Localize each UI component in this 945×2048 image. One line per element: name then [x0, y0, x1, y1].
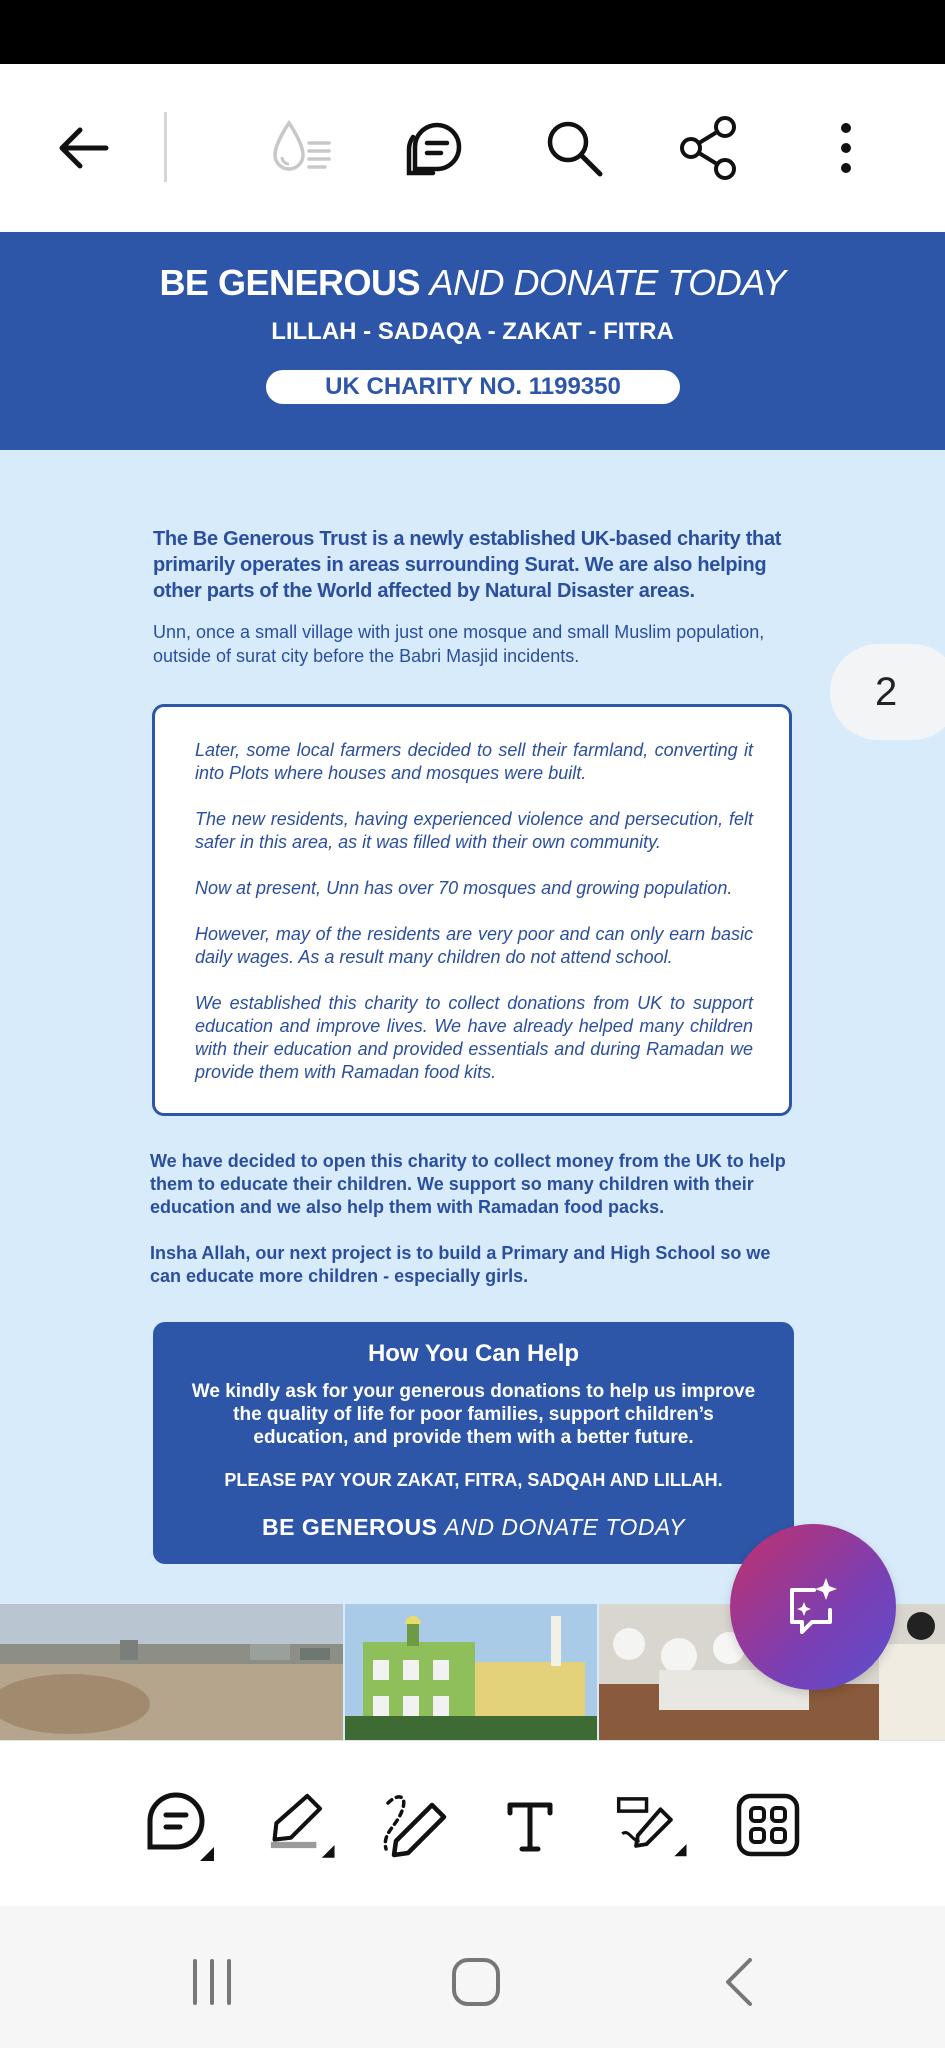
- help-text: We kindly ask for your generous donations to help us improve the quality of life for poor families, support children’s education, and provide them with a better future.: [191, 1381, 756, 1448]
- ai-chat-sparkle-icon: [778, 1572, 848, 1642]
- back-icon[interactable]: [700, 1942, 780, 2022]
- ai-assistant-button[interactable]: [730, 1524, 896, 1690]
- intro-text: Unn, once a small village with just one mosque and small Muslim population, outside of surat city before the Babri Masjid incidents.: [153, 622, 765, 666]
- all-tools-grid-icon[interactable]: [728, 1785, 808, 1865]
- help-title: How You Can Help: [367, 1340, 580, 1367]
- toolbar-divider: [164, 112, 167, 182]
- more-options-icon[interactable]: [806, 108, 886, 188]
- system-navigation-bar: [0, 1906, 945, 2048]
- intro-bold-text: The Be Generous Trust is a newly established UK-based charity that primarily operates in areas surrounding Surat. We are also helping other parts of the World affected by Natural Disaster areas.: [153, 528, 782, 602]
- header-title: BE GENEROUS AND DONATE TODAY: [159, 262, 786, 303]
- mosque-building-photo: [345, 1604, 597, 1740]
- help-slogan: BE GENEROUS AND DONATE TODAY: [262, 1514, 685, 1540]
- back-arrow-icon[interactable]: [42, 108, 122, 188]
- body-paragraph: We have decided to open this charity to collect money from the UK to help them to educate their children. We support so many children with their education and we also help them with Ramadan food packs.: [150, 1151, 786, 1217]
- sign-tool-icon[interactable]: [610, 1785, 690, 1865]
- header-band: [0, 232, 945, 450]
- village-land-photo: [0, 1604, 343, 1740]
- story-paragraph: Later, some local farmers decided to sell their farmland, converting it into Plots where houses and mosques were built.: [195, 740, 753, 783]
- page-number-indicator[interactable]: 2: [830, 644, 945, 740]
- story-paragraph: The new residents, having experienced violence and persecution, felt safer in this area, as it was filled with their own community.: [195, 809, 753, 852]
- reading-mode-icon[interactable]: [262, 108, 342, 188]
- story-box: [152, 704, 792, 1116]
- share-icon[interactable]: [670, 108, 750, 188]
- header-subtitle: LILLAH - SADAQA - ZAKAT - FITRA: [271, 318, 674, 345]
- top-toolbar: [0, 64, 945, 232]
- bottom-toolbar: [0, 1740, 945, 1906]
- charity-number-badge: UK CHARITY NO. 1199350: [266, 370, 680, 404]
- pdf-page: [0, 232, 945, 1740]
- comments-icon[interactable]: [396, 108, 476, 188]
- story-paragraph: Now at present, Unn has over 70 mosques and growing population.: [195, 878, 733, 898]
- help-pay-text: PLEASE PAY YOUR ZAKAT, FITRA, SADQAH AND LILLAH.: [224, 1470, 723, 1490]
- search-icon[interactable]: [534, 108, 614, 188]
- story-paragraph: We established this charity to collect donations from UK to support education and improve lives. We have already helped many children with their education and provided essentials and during Ramadan we provide them with Ramadan food kits.: [195, 993, 753, 1082]
- highlighter-tool-icon[interactable]: [260, 1785, 340, 1865]
- recent-apps-icon[interactable]: [172, 1942, 252, 2022]
- status-bar: [0, 0, 945, 64]
- story-paragraph: However, may of the residents are very poor and can only earn basic daily wages. As a result many children do not attend school.: [195, 924, 753, 967]
- text-tool-icon[interactable]: [490, 1785, 570, 1865]
- how-you-can-help-box: [153, 1322, 794, 1564]
- home-icon[interactable]: [436, 1942, 516, 2022]
- comment-tool-icon[interactable]: [140, 1785, 220, 1865]
- pen-draw-icon[interactable]: [374, 1785, 454, 1865]
- body-paragraph: Insha Allah, our next project is to build a Primary and High School so we can educate more children - especially girls.: [150, 1243, 771, 1286]
